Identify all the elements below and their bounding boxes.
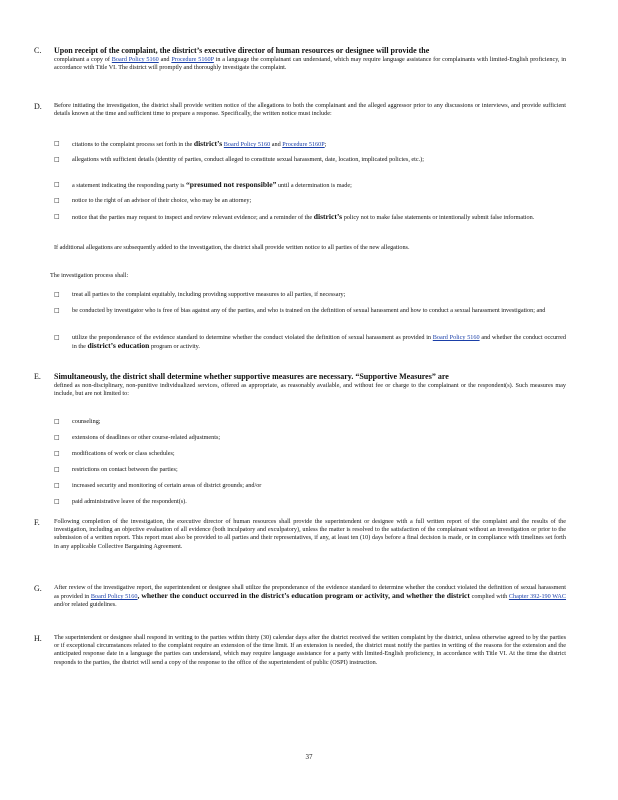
board-policy-link[interactable]: Board Policy 5160 bbox=[223, 141, 271, 148]
list-item bbox=[54, 482, 566, 490]
list-item bbox=[54, 213, 566, 222]
list-item-bold: “presumed not responsible” bbox=[185, 180, 277, 189]
section-c bbox=[34, 46, 566, 72]
list-item bbox=[54, 418, 566, 426]
section-g-text: After review of the investigative report, the superintendent or designee shall utilize the preponderance of the evidence standard to determine whether the conduct violated the definition of sexual harassment as provided in bbox=[54, 584, 566, 601]
section-f bbox=[34, 518, 566, 551]
list-item-text: increased security and monitoring of certain areas of district grounds; and/or bbox=[72, 482, 262, 489]
section-g-text: and/or related guidelines. bbox=[54, 601, 117, 609]
list-item-bold: district’s bbox=[313, 212, 343, 221]
list-item bbox=[54, 156, 566, 164]
list-item bbox=[54, 434, 566, 442]
section-e-body bbox=[54, 372, 566, 398]
list-item bbox=[54, 291, 566, 299]
bullet-icon: □ bbox=[54, 140, 60, 147]
section-c-text: and bbox=[160, 56, 170, 63]
list-item-text: modifications of work or class schedules; bbox=[72, 450, 175, 457]
bullet-icon: □ bbox=[54, 181, 60, 188]
bullet-icon: □ bbox=[54, 482, 60, 489]
bullet-icon: □ bbox=[54, 156, 60, 163]
section-letter: H. bbox=[34, 634, 42, 643]
board-policy-link[interactable]: Board Policy 5160 bbox=[111, 56, 159, 63]
section-c-body bbox=[54, 46, 566, 72]
list-item-text: paid administrative leave of the respondent(s). bbox=[72, 498, 187, 505]
bullet-icon: □ bbox=[54, 334, 60, 341]
list-item-text: notice to the right of an advisor of their choice, who may be an attorney; bbox=[72, 197, 252, 204]
process-intro: The investigation process shall: bbox=[50, 272, 129, 279]
list-item-text: policy not to make false statements or intentionally submit false information. bbox=[342, 214, 535, 221]
board-policy-link[interactable]: Board Policy 5160 bbox=[90, 593, 138, 601]
section-letter: G. bbox=[34, 584, 42, 593]
list-item bbox=[54, 466, 566, 474]
bullet-icon: □ bbox=[54, 450, 60, 457]
section-c-text: in a language the complainant can understand, which may require language assistance for complainants with limited-English proficiency, in accordance with Title VI. The district will promptly and thoroughly investigate the complaint. bbox=[54, 56, 567, 72]
list-item-text: until a determination is made; bbox=[276, 182, 352, 189]
section-g-body bbox=[54, 584, 566, 610]
section-letter: E. bbox=[34, 372, 41, 381]
bullet-icon: □ bbox=[54, 307, 60, 314]
list-item-text: a statement indicating the responding party is bbox=[72, 182, 186, 189]
list-item bbox=[54, 181, 566, 190]
bullet-icon: □ bbox=[54, 498, 60, 505]
list-item bbox=[54, 450, 566, 458]
list-item-text: utilize the preponderance of the evidence standard to determine whether the conduct violated the definition of sexual harassment as provided in bbox=[72, 334, 433, 341]
section-h bbox=[34, 634, 566, 667]
bullet-icon: □ bbox=[54, 418, 60, 425]
wac-chapter-link[interactable]: Chapter 392-190 WAC bbox=[508, 593, 567, 601]
section-f-text: Following completion of the investigation, the executive director of human resources shall provide the superintendent or designee with a full written report of the complaint and the results of the investigation, including an objective evaluation of all evidence (both inculpatory and exculpatory), unless the matter is resolved to the satisfaction of the complainant without an investigation or prior to the submission of a written report. This report must also be provided to all parties and their representatives, if any, at least ten (10) days before a final decision is made, or in compliance with timelines set forth in any applicable Collective Bargaining Agreement. bbox=[54, 518, 566, 550]
list-item-text: and whether the conduct occurred in the bbox=[72, 334, 566, 351]
list-item-text: and bbox=[270, 141, 283, 148]
list-item-text: citations to the complaint process set forth in the bbox=[72, 141, 194, 148]
section-g-text: complied with bbox=[471, 593, 508, 601]
bullet-icon: □ bbox=[54, 197, 60, 204]
additional-allegations-text: If additional allegations are subsequently added to the investigation, the district shall provide written notice to all parties of the new allegations. bbox=[54, 244, 410, 251]
section-d bbox=[34, 102, 566, 118]
list-item-text: program or activity. bbox=[149, 343, 200, 351]
section-letter: F. bbox=[34, 518, 40, 527]
list-item-bold: district’s education bbox=[87, 341, 150, 351]
bullet-icon: □ bbox=[54, 213, 60, 220]
list-item-text: extensions of deadlines or other course-related adjustments; bbox=[72, 434, 221, 441]
board-policy-link[interactable]: Board Policy 5160 bbox=[432, 334, 480, 341]
section-d-text: Before initiating the investigation, the district shall provide written notice of the allegations to both the complainant and the alleged aggressor prior to any discussions or interviews, and provide sufficient details known at the time and sufficient time to prepare a response. Specifically, the written notice must include: bbox=[54, 102, 566, 118]
section-letter: D. bbox=[34, 102, 42, 111]
procedure-link[interactable]: Procedure 5160P bbox=[171, 56, 214, 63]
bullet-icon: □ bbox=[54, 434, 60, 441]
list-item bbox=[54, 307, 566, 315]
section-e bbox=[34, 372, 566, 398]
list-item bbox=[54, 498, 566, 506]
list-item-text: be conducted by investigator who is free of bias against any of the parties, and who is trained on the definition of sexual harassment and how to conduct a sexual harassment investigation; and bbox=[72, 307, 546, 314]
section-g bbox=[34, 584, 566, 610]
bullet-icon: □ bbox=[54, 466, 60, 473]
section-c-lead: Upon receipt of the complaint, the district’s executive director of human resources or designee will provide the bbox=[54, 46, 430, 55]
section-e-lead: Simultaneously, the district shall determine whether supportive measures are necessary. “Supportive Measures” are bbox=[54, 372, 449, 381]
list-item-text: notice that the parties may request to inspect and review relevant evidence; and a reminder of the bbox=[72, 214, 314, 221]
list-item-text: allegations with sufficient details (identity of parties, conduct alleged to constitute sexual harassment, date, location, implicated policies, etc.); bbox=[72, 156, 424, 163]
section-e-text: defined as non-disciplinary, non-punitive individualized services, offered as appropriate, as reasonably available, and without fee or charge to the complainant or the respondent(s). Such measures may include, but are not limited to: bbox=[54, 382, 566, 398]
list-item-text: treat all parties to the complaint equitably, including providing supportive measures to all parties, if necessary; bbox=[72, 291, 346, 298]
section-g-bold: , whether the conduct occurred in the district’s education program or activity, and whether the district bbox=[137, 591, 470, 601]
list-item-bold: district’s bbox=[193, 139, 223, 148]
procedure-link[interactable]: Procedure 5160P bbox=[282, 141, 325, 148]
list-item-text: counseling; bbox=[72, 418, 101, 425]
list-item bbox=[54, 140, 566, 149]
list-item-text: restrictions on contact between the parties; bbox=[72, 466, 178, 473]
section-c-text: complainant a copy of bbox=[54, 56, 110, 63]
list-item-text: ; bbox=[324, 141, 327, 148]
section-h-text: The superintendent or designee shall respond in writing to the parties within thirty (30) calendar days after the district received the written complaint by the district, unless otherwise agreed to by the parties or if exceptional circumstances related to the complaint require an extension of the time limit. If an extension is needed, the district must notify the parties in writing of the reasons for the extension and the anticipated response date in a language the parties can understand, which may require language assistance for a party with limited-English proficiency, in accordance with Title VI. At the time the district responds to the parties, the district will send a copy of the response to the office of the superintendent of public (OSPI) instruction. bbox=[54, 634, 566, 666]
list-item bbox=[54, 197, 566, 205]
list-item bbox=[54, 334, 566, 351]
section-letter: C. bbox=[34, 46, 42, 55]
page-number: 37 bbox=[305, 753, 313, 761]
bullet-icon: □ bbox=[54, 291, 60, 298]
